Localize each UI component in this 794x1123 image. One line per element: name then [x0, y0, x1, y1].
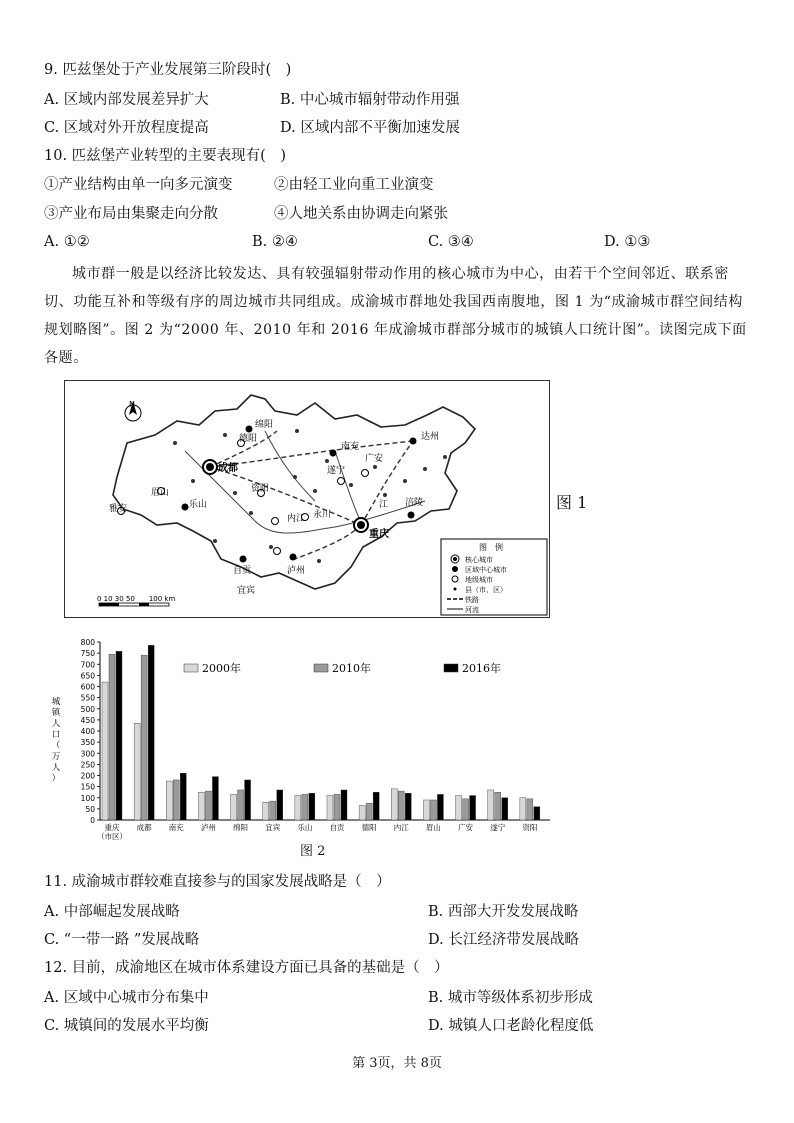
q10-option-d[interactable]: D. ①③	[604, 234, 651, 250]
y-tick-label: 400	[80, 727, 95, 736]
y-tick-label: 650	[80, 671, 95, 681]
bar	[373, 792, 379, 820]
q9-stem: 9. 匹兹堡处于产业发展第三阶段时( )	[44, 62, 292, 78]
bar	[180, 773, 186, 820]
q10-statement-1: ①产业结构由单一向多元演变	[44, 177, 233, 193]
map-svg	[65, 381, 549, 617]
y-axis-label-char: 人	[51, 719, 61, 729]
svg-text:区域中心城市: 区域中心城市	[465, 566, 507, 574]
q11-option-b[interactable]: B. 西部大开发发展战略	[428, 904, 579, 920]
bar	[470, 796, 476, 820]
q11-stem: 11. 成渝城市群较难直接参与的国家发展战略是（ ）	[44, 874, 391, 890]
figure-2-caption: 图 2	[300, 844, 326, 859]
svg-text:地级城市: 地级城市	[465, 576, 493, 584]
bar	[109, 654, 115, 820]
bar	[398, 791, 404, 820]
bar	[102, 682, 108, 820]
q9-option-a[interactable]: A. 区域内部发展差异扩大	[44, 92, 209, 108]
bar	[437, 794, 443, 820]
y-tick-label: 700	[80, 660, 95, 670]
bar	[405, 793, 411, 820]
q10-statement-3: ③产业布局由集聚走向分散	[44, 206, 218, 222]
city-label: 内江	[287, 514, 306, 524]
reading-passage: 城市群一般是以经济比较发达、具有较强辐射带动作用的核心城市为中心，由若干个空间邻近、联系密切、功能互补和等级有序的周边城市共同组成。成渝城市群地处我国西南腹地，图 1 为“成渝城市群空间结构规划略图”。图 2 为“2000 年、2010 年和 2016 年成渝城市群部分城市的城镇人口统计图”。读图完成下面各题。	[44, 266, 747, 366]
q9-option-d[interactable]: D. 区域内部不平衡加速发展	[280, 120, 460, 136]
city-label: 雅安	[109, 504, 128, 514]
x-tick-label: 泸州	[200, 823, 216, 832]
bar	[502, 798, 508, 820]
bar	[534, 807, 540, 820]
q12-option-b[interactable]: B. 城市等级体系初步形成	[428, 990, 593, 1006]
figure-1-label: 图 1	[556, 493, 588, 512]
bar	[148, 645, 154, 820]
legend-swatch	[184, 664, 198, 672]
q12-option-c[interactable]: C. 城镇间的发展水平均衡	[44, 1018, 209, 1034]
city-label: 德阳	[239, 434, 258, 444]
y-tick-label: 0	[90, 816, 95, 825]
city-label: 成都	[218, 463, 238, 474]
city-label: 达州	[421, 432, 440, 442]
city-label: 重庆	[369, 529, 389, 540]
svg-text:河流: 河流	[465, 606, 479, 614]
bar	[327, 796, 333, 820]
x-tick-label: 成都	[136, 823, 152, 832]
x-tick-label: 德阳	[361, 823, 377, 832]
city-label: 广安	[365, 454, 384, 464]
bar	[141, 655, 147, 820]
bar	[263, 802, 269, 820]
bar	[295, 796, 301, 820]
x-tick-label: 乐山	[297, 823, 313, 832]
bar	[205, 791, 211, 820]
svg-text:0 10 30 50 100 km: 0 10 30 50 100 km	[97, 595, 176, 603]
q11-option-d[interactable]: D. 长江经济带发展战略	[428, 932, 579, 948]
city-label: 绵阳	[255, 420, 274, 430]
city-label: 永川	[313, 510, 332, 520]
x-tick-label: 绵阳	[233, 823, 249, 832]
y-axis-label-char: 镇	[51, 708, 61, 718]
y-tick-label: 750	[80, 649, 95, 659]
q12-option-a[interactable]: A. 区域中心城市分布集中	[44, 990, 209, 1006]
map-legend	[441, 539, 547, 615]
urban-population-chart	[44, 634, 564, 840]
bar	[495, 792, 501, 820]
bar	[198, 792, 204, 820]
city-label: 南充	[341, 442, 360, 452]
y-tick-label: 500	[80, 704, 95, 714]
bar	[366, 803, 372, 820]
y-tick-label: 300	[80, 749, 95, 759]
city-label: 资阳	[251, 484, 270, 494]
bar	[134, 723, 140, 820]
city-label: 乐山	[189, 500, 208, 510]
city-label: 泸州	[287, 566, 306, 576]
bar	[302, 794, 308, 820]
q11-option-a[interactable]: A. 中部崛起发展战略	[44, 904, 180, 920]
north-arrow-icon	[125, 400, 141, 421]
city-label: 自贡	[233, 566, 252, 576]
bar	[463, 799, 469, 820]
city-label: 涪陵	[405, 498, 424, 508]
bar	[520, 798, 526, 820]
q10-option-b[interactable]: B. ②④	[252, 234, 298, 250]
bar	[430, 800, 436, 820]
x-tick-label: 南充	[168, 823, 184, 832]
scale-bar	[97, 595, 175, 606]
q10-stem: 10. 匹兹堡产业转型的主要表现有( )	[44, 148, 286, 164]
y-axis-label-char: 人	[51, 763, 61, 773]
city-label: 宜宾	[237, 586, 256, 596]
city-label: 遂宁	[327, 466, 346, 476]
bar	[277, 790, 283, 820]
y-tick-label: 100	[80, 793, 95, 803]
page-footer: 第 3页，共 8页	[352, 1056, 442, 1071]
q10-option-a[interactable]: A. ①②	[44, 234, 90, 250]
y-tick-label: 800	[80, 638, 95, 647]
legend-label: 2010年	[332, 662, 371, 675]
bar	[166, 781, 172, 820]
bar	[423, 800, 429, 820]
q10-statement-2: ②由轻工业向重工业演变	[274, 177, 434, 193]
bar	[231, 794, 237, 820]
x-tick-label: 遂宁	[490, 823, 506, 832]
q11-option-c[interactable]: C. “一带一路 ”发展战略	[44, 932, 200, 948]
bar	[212, 777, 218, 820]
legend-label: 2016年	[462, 662, 501, 675]
q9-option-b[interactable]: B. 中心城市辐射带动作用强	[280, 92, 460, 108]
bar	[270, 801, 276, 820]
x-tick-label: 重庆	[104, 823, 120, 832]
y-axis-label-char: （	[51, 741, 61, 751]
bar	[488, 790, 494, 820]
x-tick-label: （市区）	[97, 832, 127, 840]
bar	[341, 790, 347, 820]
x-tick-label: 宜宾	[265, 823, 281, 832]
q9-option-c[interactable]: C. 区域对外开放程度提高	[44, 120, 209, 136]
x-tick-label: 资阳	[522, 823, 538, 832]
legend-label: 2000年	[202, 662, 241, 675]
bar	[359, 806, 365, 820]
bar	[456, 796, 462, 820]
q10-statement-4: ④人地关系由协调走向紧张	[274, 206, 448, 222]
city-label: 眉山	[151, 488, 170, 498]
svg-text:图 例: 图 例	[479, 543, 503, 552]
legend-swatch	[314, 664, 328, 672]
x-tick-label: 眉山	[425, 823, 441, 832]
bar	[173, 780, 179, 820]
bar	[245, 780, 251, 820]
y-tick-label: 250	[80, 760, 95, 770]
q10-option-c[interactable]: C. ③④	[428, 234, 474, 250]
svg-text:N: N	[129, 400, 135, 409]
y-tick-label: 450	[80, 715, 95, 725]
bar	[527, 799, 533, 820]
bar	[391, 789, 397, 820]
y-tick-label: 150	[80, 782, 95, 792]
y-tick-label: 600	[80, 682, 95, 692]
svg-text:核心城市: 核心城市	[465, 556, 493, 564]
bar	[309, 793, 315, 820]
y-tick-label: 550	[80, 693, 95, 703]
svg-text:县（市、区）: 县（市、区）	[465, 586, 507, 594]
x-tick-label: 自贡	[329, 823, 345, 832]
x-tick-label: 广安	[458, 823, 474, 832]
x-tick-label: 内江	[393, 823, 409, 832]
chengyu-map	[64, 380, 550, 618]
bar	[238, 790, 244, 820]
bar	[334, 794, 340, 820]
y-axis-label-char: ）	[51, 774, 61, 784]
q12-option-d[interactable]: D. 城镇人口老龄化程度低	[428, 1018, 594, 1034]
y-axis-label-char: 城	[51, 697, 61, 707]
y-tick-label: 200	[80, 771, 95, 781]
svg-text:铁路: 铁路	[465, 596, 479, 604]
q12-stem: 12. 目前，成渝地区在城市体系建设方面已具备的基础是（ ）	[44, 960, 449, 976]
city-label: 江	[379, 500, 389, 510]
y-tick-label: 350	[80, 738, 95, 748]
legend-swatch	[444, 664, 458, 672]
y-axis-label-char: 万	[51, 752, 61, 762]
y-axis-label-char: 口	[51, 730, 61, 740]
bar	[116, 651, 122, 820]
y-tick-label: 50	[85, 804, 95, 814]
